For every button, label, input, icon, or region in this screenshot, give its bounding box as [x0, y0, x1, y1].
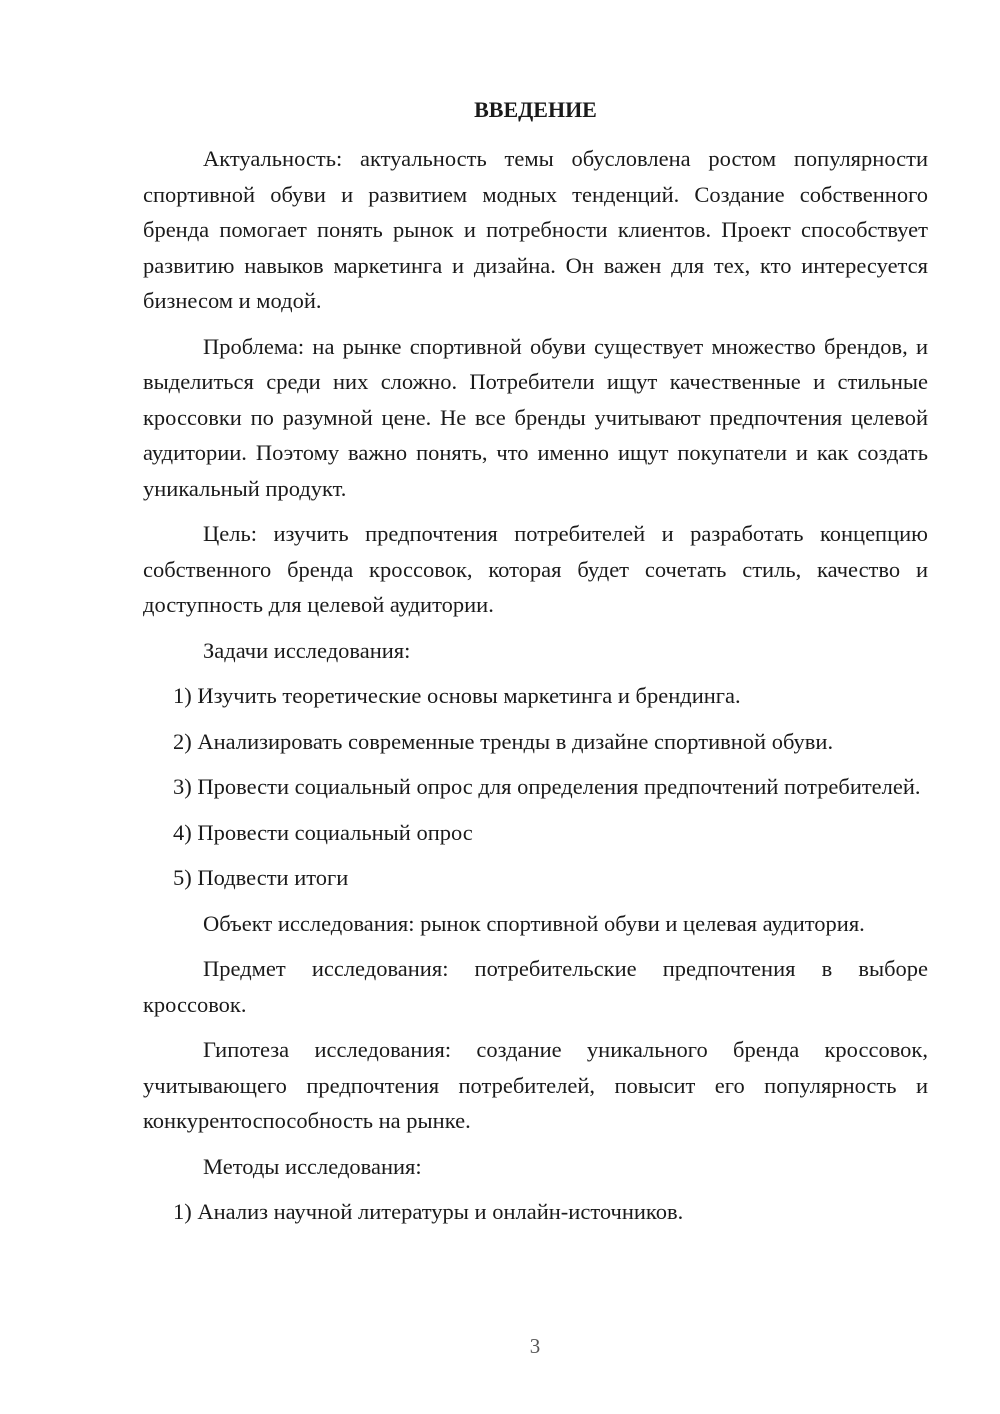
document-page — [143, 92, 928, 1240]
task-item-5: 5) Подвести итоги — [173, 865, 349, 890]
task-item-2: 2) Анализировать современные тренды в дизайне спортивной обуви. — [173, 728, 834, 754]
paragraph-problem: Проблема: на рынке спортивной обуви существует множество брендов, и выделиться среди них сложно. Потребители ищут качественные и стильные кроссовки по разумной цене. Не все бренды учитывают предпочтения целевой аудитории. Поэтому важно понять, что именно ищут покупатели и как создать уникальный продукт. — [143, 333, 928, 501]
method-item-1: 1) Анализ научной литературы и онлайн-источников. — [173, 1199, 684, 1224]
section-heading: ВВЕДЕНИЕ — [474, 97, 597, 122]
paragraph-object: Объект исследования: рынок спортивной обуви и целевая аудитория. — [203, 910, 865, 936]
page-number: 3 — [529, 1334, 541, 1358]
paragraph-relevance: Актуальность: актуальность темы обусловлена ростом популярности спортивной обуви и развитием модных тенденций. Создание собственного бренда помогает понять рынок и потребности клиентов. Проект способствует развитию навыков маркетинга и дизайна. Он важен для тех, кто интересуется бизнесом и модой. — [143, 146, 928, 313]
paragraph-subject: Предмет исследования: потребительские предпочтения в выборе кроссовок. — [143, 956, 928, 1017]
paragraph-goal: Цель: изучить предпочтения потребителей и разработать концепцию собственного бренда кроссовок, которая будет сочетать стиль, качество и доступность для целевой аудитории. — [143, 521, 928, 617]
methods-heading: Методы исследования: — [203, 1153, 422, 1179]
tasks-heading: Задачи исследования: — [203, 637, 411, 663]
task-item-1: 1) Изучить теоретические основы маркетинга и брендинга. — [173, 683, 741, 708]
task-item-4: 4) Провести социальный опрос — [173, 819, 473, 845]
paragraph-hypothesis: Гипотеза исследования: создание уникального бренда кроссовок, учитывающего предпочтения потребителей, повысит его популярность и конкурентоспособность на рынке. — [143, 1037, 928, 1133]
task-item-3: 3) Провести социальный опрос для определения предпочтений потребителей. — [173, 774, 921, 799]
